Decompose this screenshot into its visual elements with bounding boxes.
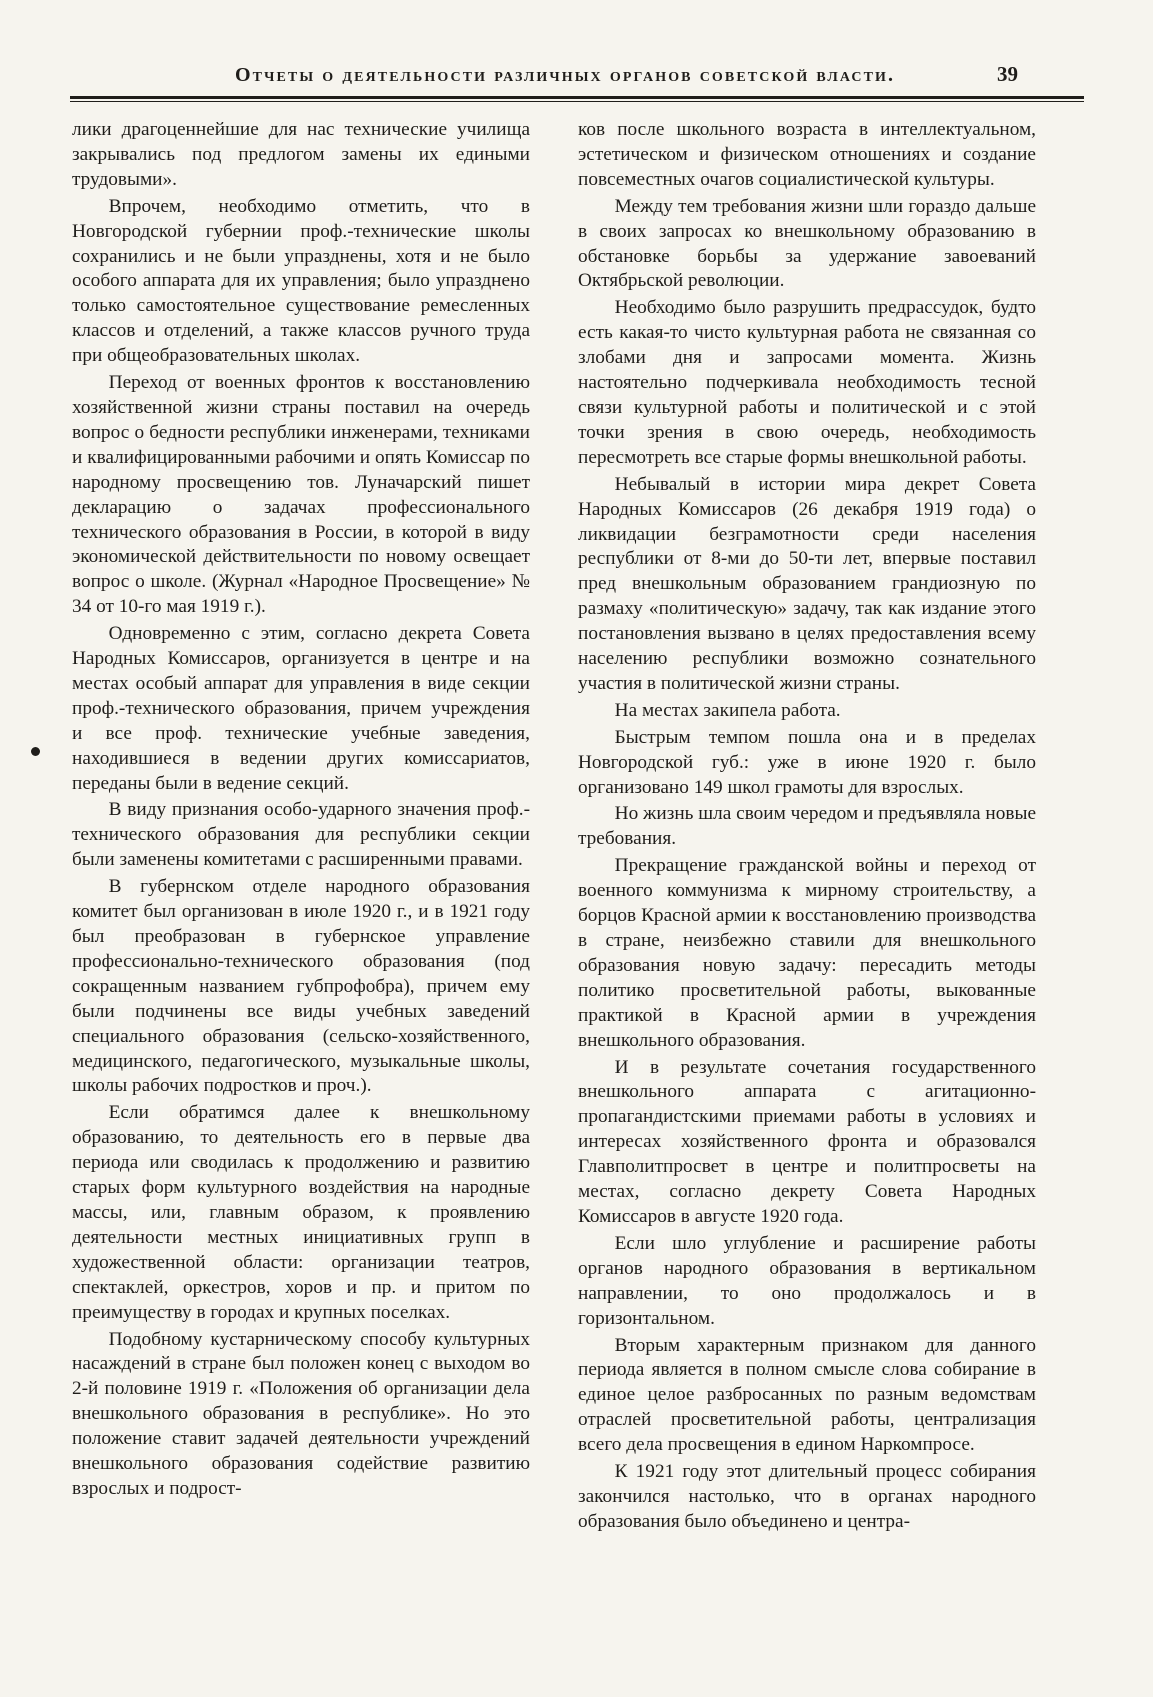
paragraph: Если шло углубление и расширение работы органов народного образования в вертикальном направлении, то оно продолжалось и в горизонтальном. (578, 1232, 1036, 1329)
paragraph: Небывалый в истории мира декрет Совета Народных Комиссаров (26 декабря 1919 года) о ликвидации безграмотности среди населения республики от 8-ми до 50-ти лет, впервые поставил пред внешкольным образованием грандиозную по размаху «политическую» задачу, так как издание этого постановления вызвано в целях предоставления всему населению республики возможно сознательного участия в политической жизни страны. (578, 473, 1036, 694)
paragraph: Переход от военных фронтов к восстановлению хозяйственной жизни страны поставил на очередь вопрос о бедности республики инженерами, техниками и квалифицированными рабочими и опять Комиссар по народному просвещению тов. Луначарский пишет декларацию о задачах профессионального технического образования в России, в которой в виду экономической действительности по новому освещает вопрос о школе. (Журнал «Народное Просвещение» № 34 от 10-го мая 1919 г.). (72, 372, 530, 618)
paragraph: лики драгоценнейшие для нас технические училища закрывались под предлогом замены их едиными трудовыми». (72, 119, 530, 190)
paragraph: Если обратимся далее к внешкольному образованию, то деятельность его в первые два периода или сводилась к продолжению и развитию старых форм культурного воздействия на народные массы, или, главным образом, к проявлению деятельности местных инициативных групп в художественной области: организации театров, спектаклей, оркестров, хоров и пр. и притом по преимуществу в городах и крупных поселках. (72, 1102, 530, 1323)
paragraph: Впрочем, необходимо отметить, что в Новгородской губернии проф.-технические школы сохранились и не были упразднены, хотя и не было особого аппарата для их управления; было упразднено только самостоятельное существование ремесленных классов и отделений, а также классов ручного труда при общеобразовательных школах. (72, 195, 530, 367)
paragraph: Между тем требования жизни шли гораздо дальше в своих запросах ко внешкольному образованию в обстановке борьбы за удержание завоеваний Октябрьской революции. (578, 195, 1036, 292)
paragraph: Одновременно с этим, согласно декрета Совета Народных Комиссаров, организуется в центре и на местах особый аппарат для управления в виде секции проф.-технического образования, причем учреждения и все проф. технические учебные заведения, находившиеся в ведении других комиссариатов, переданы были в ведение секций. (72, 623, 530, 794)
paragraph: В губернском отделе народного образования комитет был организован в июле 1920 г., и в 1921 году был преобразован в губернское управление профессионально-технического образования (под сокращенным названием губпрофобра), причем ему были подчинены все виды учебных заведений специального образования (сельско-хозяйственного, медицинского, педагогического, музыкальные школы, школы рабочих подростков и проч.). (72, 876, 530, 1097)
paragraph: ков после школьного возраста в интеллектуальном, эстетическом и физическом отношениях и создание повсеместных очагов социалистической культуры. (578, 119, 1036, 190)
paragraph: На местах закипела работа. (614, 699, 841, 721)
paragraph: Быстрым темпом пошла она и в пределах Новгородской губ.: уже в июне 1920 г. было организовано 149 школ грамоты для взрослых. (578, 726, 1036, 798)
paragraph: В виду признания особо-ударного значения проф.-технического образования для республики секции были заменены комитетами с расширенными правами. (72, 799, 530, 871)
page-number: 39 (997, 62, 1018, 86)
header-rule-thin (70, 101, 1084, 102)
header-rule (70, 96, 1084, 99)
paragraph: Прекращение гражданской войны и переход от военного коммунизма к мирному строительству, а борцов Красной армии к восстановлению производства в стране, неизбежно ставили для внешкольного образования новую задачу: пересадить методы политико просветительной работы, выкованные практикой в Красной армии в учреждения внешкольного образования. (578, 855, 1036, 1051)
paragraph: И в результате сочетания государственного внешкольного аппарата с агитационно-пропагандистскими приемами работы в условиях и интересах хозяйственного фронта и образовался Главполитпросвет в центре и политпросветы на местах, согласно декрету Совета Народных Комиссаров в августе 1920 года. (578, 1056, 1036, 1227)
margin-dot (31, 747, 40, 756)
right-column (578, 118, 1036, 1537)
page-header (70, 62, 1080, 92)
paragraph: К 1921 году этот длительный процесс собирания закончился настолько, что в органах народного образования было объединено и центра- (578, 1461, 1036, 1532)
paragraph: Вторым характерным признаком для данного периода является в полном смысле слова собирание в единое целое разбросанных по разным ведомствам отраслей просветительной работы, централизация всего дела просвещения в едином Наркомпросе. (578, 1334, 1036, 1456)
paragraph: Подобному кустарническому способу культурных насаждений в стране был положен конец с выходом во 2-й половине 1919 г. «Положения об организации дела внешкольного образования в республике». Но это положение ставит задачей деятельности учреждений внешкольного образования содействие развитию взрослых и подрост- (72, 1328, 530, 1499)
paragraph: Необходимо было разрушить предрассудок, будто есть какая-то чисто культурная работа не связанная со злобами дня и запросами момента. Жизнь настоятельно подчеркивала необходимость тесной связи культурной работы и политической и с этой точки зрения в свою очередь, необходимость пересмотреть все старые формы внешкольной работы. (578, 297, 1036, 468)
left-column (72, 118, 530, 1504)
running-title: Отчеты о деятельности различных органов советской власти. (235, 64, 896, 86)
paragraph: Но жизнь шла своим чередом и предъявляла новые требования. (578, 803, 1036, 850)
